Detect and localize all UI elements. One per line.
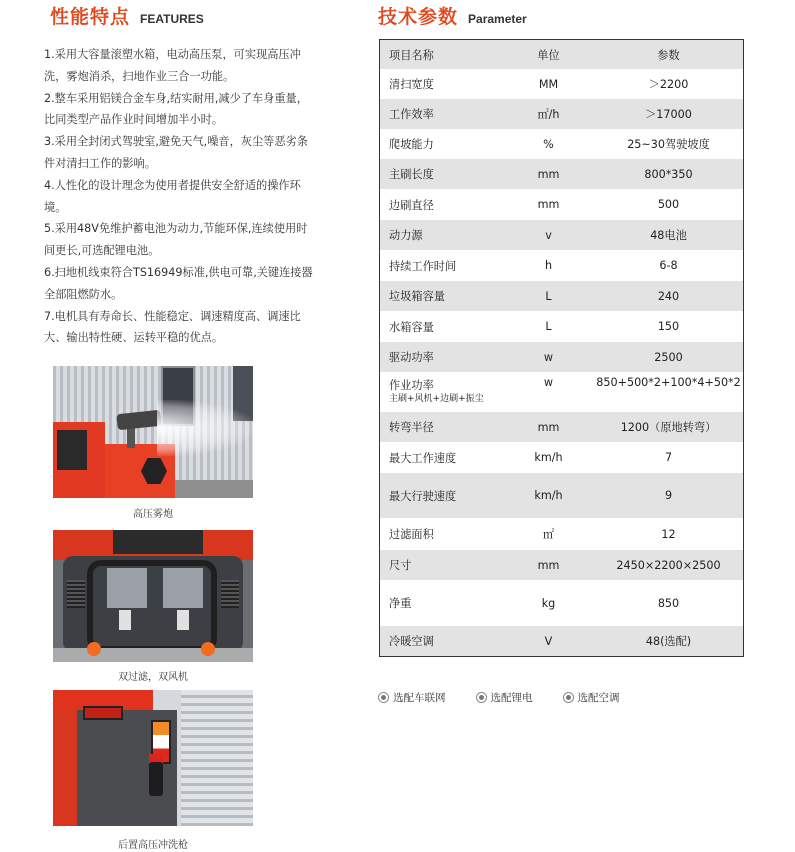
row-item: 爬坡能力 xyxy=(389,138,434,151)
row-unit: mm xyxy=(537,198,560,211)
row-item: 过滤面积 xyxy=(389,528,434,541)
water-mist xyxy=(157,400,253,456)
row-unit: mm xyxy=(537,167,560,181)
vehicle-top-dark xyxy=(113,530,203,554)
features-list xyxy=(44,44,316,349)
dual-filter-photo xyxy=(53,530,253,662)
row-value: ＞2200 xyxy=(648,78,689,91)
row-unit: V xyxy=(544,634,553,648)
row-unit: MM xyxy=(538,77,559,91)
table-row xyxy=(380,342,743,372)
feature-item: 4.人性化的设计理念为使用者提供安全舒适的操作环境。 xyxy=(44,178,301,214)
feature-item: 7.电机具有寿命长、性能稳定、调速精度高、调速比大、输出特性硬、运转平稳的优点。 xyxy=(44,309,301,345)
row-item: 最大行驶速度 xyxy=(389,489,457,503)
row-item: 垃圾箱容量 xyxy=(389,290,445,303)
row-item: 水箱容量 xyxy=(389,320,434,334)
option-iov[interactable] xyxy=(378,690,446,705)
row-value: 1200（原地转弯） xyxy=(620,421,717,434)
table-row xyxy=(380,311,743,342)
table-header xyxy=(380,40,743,69)
features-title-cn: 性能特点 xyxy=(50,6,131,28)
row-item: 驱动功率 xyxy=(389,351,434,364)
table-row xyxy=(380,99,743,129)
table-row xyxy=(380,473,743,518)
row-value: 9 xyxy=(664,489,673,502)
features-title xyxy=(50,2,204,29)
option-ac[interactable] xyxy=(563,690,620,705)
feature-item: 5.采用48V免维护蓄电池为动力,节能环保,连续使用时间更长,可选配锂电池。 xyxy=(44,222,308,258)
row-unit: mm xyxy=(537,558,560,572)
row-value: 850 xyxy=(657,596,680,610)
option-label: 选配锂电 xyxy=(490,692,533,704)
feature-item: 6.扫地机线束符合TS16949标准,供电可靠,关键连接器全部阻燃防水。 xyxy=(44,265,313,301)
row-item: 净重 xyxy=(389,597,412,610)
vehicle-side xyxy=(53,710,77,826)
table-row xyxy=(380,518,743,550)
row-value: 7 xyxy=(664,451,673,464)
wheel xyxy=(87,642,101,656)
table-row xyxy=(380,550,743,580)
features-title-en: FEATURES xyxy=(140,12,204,26)
table-row xyxy=(380,159,743,189)
row-unit: mm xyxy=(537,420,560,434)
table-row xyxy=(380,129,743,159)
row-value: 240 xyxy=(657,289,680,303)
table-row xyxy=(380,626,743,656)
row-unit: h xyxy=(544,259,553,272)
header-item: 项目名称 xyxy=(389,48,434,62)
option-label: 选配空调 xyxy=(577,692,620,704)
row-unit: w xyxy=(543,376,554,389)
row-item: 动力源 xyxy=(389,229,423,242)
fan-vent xyxy=(67,580,85,608)
row-unit: kg xyxy=(541,596,556,610)
row-unit: ㎡/h xyxy=(537,108,560,121)
radio-dot-icon[interactable] xyxy=(378,692,389,703)
row-unit: km/h xyxy=(534,451,563,464)
wash-gun-photo xyxy=(53,690,253,826)
parameter-title-en: Parameter xyxy=(468,12,527,26)
row-unit: km/h xyxy=(534,489,563,502)
option-lithium[interactable] xyxy=(476,690,533,705)
table-row xyxy=(380,189,743,220)
parameter-table xyxy=(379,39,744,657)
wash-gun xyxy=(149,762,163,796)
row-value: 6-8 xyxy=(659,259,678,272)
table-row xyxy=(380,580,743,626)
row-item: 冷暖空调 xyxy=(389,635,434,648)
wall-texture xyxy=(181,690,253,826)
fan-vent xyxy=(221,580,239,608)
row-value: 800*350 xyxy=(644,167,693,181)
option-list xyxy=(378,690,650,705)
row-unit: v xyxy=(545,228,552,242)
latch xyxy=(119,610,131,630)
row-item-cell xyxy=(380,379,503,405)
parameter-title-cn: 技术参数 xyxy=(378,6,459,28)
option-label: 选配车联网 xyxy=(393,692,446,704)
row-value: 150 xyxy=(657,320,680,333)
row-value: 850+500*2+100*4+50*2 xyxy=(596,376,741,389)
feature-item: 2.整车采用铝镁合金车身,结实耐用,减少了车身重量，比同类型产品作业时间增加半小时。 xyxy=(44,91,308,127)
row-item: 最大工作速度 xyxy=(389,451,457,465)
row-unit: ㎡ xyxy=(542,528,555,541)
row-unit: w xyxy=(543,350,554,364)
row-value: 500 xyxy=(657,198,680,211)
row-item: 清扫宽度 xyxy=(389,78,434,91)
table-row xyxy=(380,69,743,99)
row-item: 作业功率 xyxy=(389,379,434,392)
row-item-sub: 主刷+风机+边刷+振尘 xyxy=(389,394,484,404)
row-unit: L xyxy=(545,289,552,303)
row-item: 工作效率 xyxy=(389,108,434,121)
photo-caption: 双过滤，双风机 xyxy=(118,672,188,683)
row-unit: % xyxy=(543,137,554,151)
table-row xyxy=(380,250,743,281)
row-item: 转弯半径 xyxy=(389,421,434,434)
row-value: 2500 xyxy=(654,350,683,364)
mist-cannon-photo xyxy=(53,366,253,498)
filter-box xyxy=(107,568,147,608)
tail-lamp xyxy=(83,706,123,720)
row-value: 48电池 xyxy=(650,229,687,242)
feature-item: 1.采用大容量滚塑水箱，电动高压泵，可实现高压冲洗，雾炮消杀，扫地作业三合一功能。 xyxy=(44,48,301,83)
row-item: 边刷直径 xyxy=(389,198,434,212)
row-value: 25~30驾驶坡度 xyxy=(627,138,710,151)
latch xyxy=(177,610,189,630)
header-unit: 单位 xyxy=(537,48,560,62)
cab-window xyxy=(57,430,87,470)
row-value: 2450×2200×2500 xyxy=(616,558,721,572)
table-row xyxy=(380,281,743,311)
header-value: 参数 xyxy=(657,48,680,62)
table-row xyxy=(380,412,743,442)
radio-dot-icon[interactable] xyxy=(476,692,487,703)
row-item: 主刷长度 xyxy=(389,168,434,181)
table-row xyxy=(380,220,743,250)
row-value: 12 xyxy=(661,527,676,541)
table-row xyxy=(380,442,743,473)
wheel xyxy=(201,642,215,656)
row-item: 持续工作时间 xyxy=(389,259,457,273)
row-value: 48(选配) xyxy=(645,635,692,648)
parameter-title xyxy=(378,2,527,29)
floor xyxy=(53,648,253,662)
filter-box xyxy=(163,568,203,608)
row-item: 尺寸 xyxy=(389,559,412,572)
feature-item: 3.采用全封闭式驾驶室,避免天气,噪音，灰尘等恶劣条件对清扫工作的影响。 xyxy=(44,135,308,170)
row-unit: L xyxy=(545,320,552,333)
radio-dot-icon[interactable] xyxy=(563,692,574,703)
row-value: ＞17000 xyxy=(645,108,692,121)
photo-caption: 后置高压冲洗枪 xyxy=(118,840,188,851)
photo-caption: 高压雾炮 xyxy=(133,509,173,520)
table-row xyxy=(380,372,743,412)
